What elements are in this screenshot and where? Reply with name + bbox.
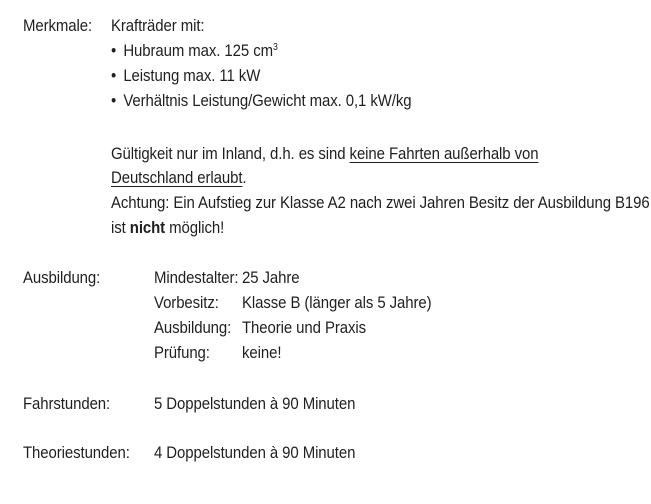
merkmale-intro: Krafträder mit: bbox=[111, 16, 205, 35]
list-item bbox=[111, 64, 260, 88]
list-item-text: Verhältnis Leistung/Gewicht max. 0,1 kW/kg bbox=[123, 91, 412, 110]
warning-emphasis: nicht bbox=[129, 218, 166, 237]
superscript: 3 bbox=[272, 42, 278, 53]
list-item bbox=[111, 39, 278, 63]
row-value: keine! bbox=[242, 343, 282, 362]
validity-emphasis: keine Fahrten außerhalb von bbox=[349, 144, 539, 163]
row-key: Vorbesitz: bbox=[154, 293, 219, 312]
merkmale-label: Merkmale: bbox=[23, 16, 93, 35]
list-item-text: Leistung max. 11 kW bbox=[123, 66, 261, 85]
row-value: 25 Jahre bbox=[242, 268, 300, 287]
bullet-icon: • bbox=[111, 91, 117, 110]
ausbildung-label: Ausbildung: bbox=[23, 268, 101, 287]
bullet-icon: • bbox=[111, 66, 117, 85]
warning-line-1: Achtung: Ein Aufstieg zur Klasse A2 nach zwei Jahren Besitz der Ausbildung B196 bbox=[111, 193, 650, 212]
validity-text: . bbox=[242, 168, 247, 187]
row-key: Ausbildung: bbox=[154, 318, 232, 337]
list-item bbox=[111, 89, 411, 113]
validity-text: Gültigkeit nur im Inland, d.h. es sind bbox=[111, 144, 350, 163]
theoriestunden-label: Theoriestunden: bbox=[23, 443, 130, 462]
warning-text: möglich! bbox=[165, 218, 225, 237]
list-item-text: Hubraum max. 125 cm bbox=[123, 41, 273, 60]
warning-line-2 bbox=[111, 216, 224, 240]
row-value: Theorie und Praxis bbox=[242, 318, 366, 337]
row-key: Prüfung: bbox=[154, 343, 210, 362]
validity-emphasis: Deutschland erlaubt bbox=[111, 168, 243, 187]
warning-text: ist bbox=[111, 218, 130, 237]
fahrstunden-value: 5 Doppelstunden à 90 Minuten bbox=[154, 394, 356, 413]
bullet-icon: • bbox=[111, 41, 117, 60]
row-key: Mindestalter: bbox=[154, 268, 239, 287]
fahrstunden-label: Fahrstunden: bbox=[23, 394, 111, 413]
validity-line-1 bbox=[111, 142, 538, 166]
validity-line-2 bbox=[111, 166, 246, 190]
row-value: Klasse B (länger als 5 Jahre) bbox=[242, 293, 432, 312]
theoriestunden-value: 4 Doppelstunden à 90 Minuten bbox=[154, 443, 356, 462]
